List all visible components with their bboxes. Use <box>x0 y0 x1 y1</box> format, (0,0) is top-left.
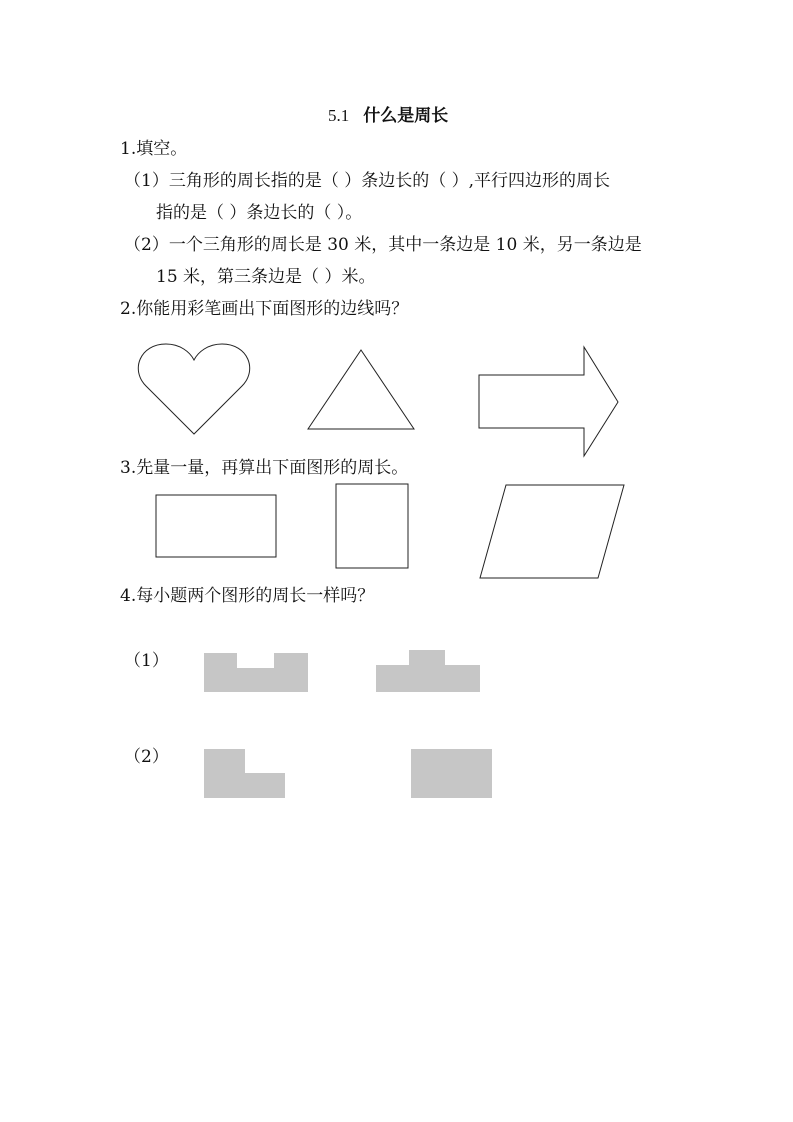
q1-item2-line1: （2）一个三角形的周长是 30 米，其中一条边是 10 米，另一条边是 <box>124 235 642 255</box>
rectangle-shape-2 <box>335 483 411 570</box>
arrow-shape <box>478 346 620 458</box>
q4-item2-shape-right <box>411 749 493 799</box>
q4-item2-label: （2） <box>124 747 169 767</box>
q1-heading: 1.填空。 <box>120 139 188 159</box>
heart-shape <box>136 342 252 434</box>
triangle-shape <box>306 349 416 431</box>
title-number: 5.1 <box>328 106 350 125</box>
q1-item1-line1: （1）三角形的周长指的是（ ）条边长的（ ）,平行四边形的周长 <box>124 171 611 191</box>
q1-item1-line2: 指的是（ ）条边长的（ ）。 <box>156 203 363 223</box>
page-title <box>328 106 448 126</box>
q1-item2-line2: 15 米，第三条边是（ ）米。 <box>156 267 376 287</box>
q4-heading: 4.每小题两个图形的周长一样吗？ <box>120 586 375 606</box>
q2-heading: 2.你能用彩笔画出下面图形的边线吗？ <box>120 299 409 319</box>
q3-heading: 3.先量一量，再算出下面图形的周长。 <box>120 458 409 478</box>
title-text: 什么是周长 <box>363 106 449 126</box>
q4-item1-shape-left <box>204 653 309 693</box>
q4-item2-shape-left <box>204 749 286 799</box>
q4-item1-label: （1） <box>124 651 169 671</box>
parallelogram-shape <box>478 483 626 580</box>
rectangle-shape-1 <box>155 494 279 558</box>
q4-item1-shape-right <box>376 650 481 693</box>
